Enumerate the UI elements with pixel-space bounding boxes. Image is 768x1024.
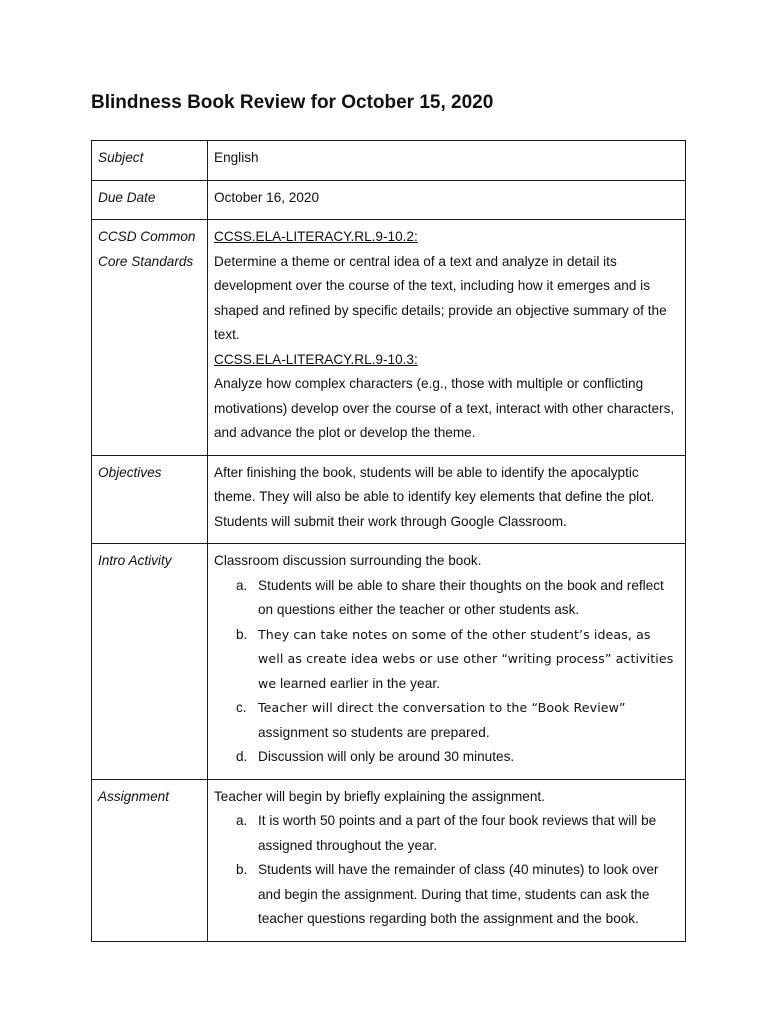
lesson-plan-table (91, 140, 686, 942)
row-label-assignment: Assignment (92, 779, 208, 941)
assignment-list (214, 809, 679, 932)
list-item (236, 574, 679, 623)
standard-text-1: Determine a theme or central idea of a text and analyze in detail its development over the course of the text, including how it emerges and is shaped and refined by specific details; provide an objective summary of the text. (214, 253, 667, 342)
list-item (236, 696, 679, 745)
table-row-assignment (92, 779, 686, 941)
list-item (236, 809, 679, 858)
standard-text-2: Analyze how complex characters (e.g., those with multiple or conflicting motivations) develop over the course of a text, interact with other characters, and advance the plot or develop the theme. (214, 376, 675, 440)
table-row-intro-activity (92, 544, 686, 780)
row-label-subject: Subject (92, 141, 208, 181)
list-item-text: Students will have the remainder of class (40 minutes) to look over and begin the assignment. During that time, students can ask the teacher questions regarding both the assignment and the book. (258, 862, 659, 926)
list-marker: d. (236, 749, 248, 764)
list-item-text-part: assignment so students are prepared. (258, 724, 490, 740)
table-row-objectives (92, 455, 686, 544)
objectives-text: After finishing the book, students will be able to identify the apocalyptic theme. They will also be able to identify key elements that define the plot. Students will submit their work through Google Classroom. (208, 455, 686, 544)
row-label-intro-activity: Intro Activity (92, 544, 208, 780)
list-item-text-part: learned earlier in the year. (276, 675, 441, 691)
list-item (236, 858, 679, 932)
list-item (236, 623, 679, 697)
due-date-value: October 16, 2020 (208, 180, 686, 220)
document-title: Blindness Book Review for October 15, 2020 (91, 92, 494, 113)
list-item-text: Students will be able to share their thoughts on the book and reflect on questions either the teacher or other students ask. (258, 577, 664, 617)
list-marker: a. (236, 577, 248, 593)
list-item-text: Discussion will only be around 30 minutes. (258, 749, 515, 764)
row-label-due-date: Due Date (92, 180, 208, 220)
intro-activity-intro: Classroom discussion surrounding the book. (214, 553, 482, 568)
list-marker: a. (236, 813, 248, 828)
table-row-due-date (92, 180, 686, 220)
list-item-text (258, 696, 679, 745)
list-marker: b. (236, 862, 248, 877)
table-row-standards (92, 220, 686, 456)
assignment-intro: Teacher will begin by briefly explaining the assignment. (214, 788, 545, 804)
row-label-standards: CCSD Common Core Standards (92, 220, 208, 456)
list-item-text-part: They can take notes on some of the other student’s ideas, as well as create idea webs or use other “writing process” activities we (258, 626, 674, 691)
list-item-text (258, 623, 679, 697)
list-item-text: It is worth 50 points and a part of the four book reviews that will be assigned throughout the year. (258, 813, 657, 853)
subject-value: English (208, 141, 686, 181)
list-marker: b. (236, 626, 248, 642)
standard-code-2[interactable]: CCSS.ELA-LITERACY.RL.9-10.3: (214, 351, 418, 367)
assignment-content (208, 779, 686, 941)
standards-content (208, 220, 686, 456)
list-marker: c. (236, 700, 247, 715)
intro-activity-content (208, 544, 686, 780)
standard-code-1[interactable]: CCSS.ELA-LITERACY.RL.9-10.2: (214, 229, 418, 244)
row-label-objectives: Objectives (92, 455, 208, 544)
intro-activity-list (214, 574, 679, 770)
list-item (236, 745, 679, 770)
list-item-text-part: Teacher will direct the conversation to the “Book Review” (258, 700, 626, 715)
table-row-subject (92, 141, 686, 181)
